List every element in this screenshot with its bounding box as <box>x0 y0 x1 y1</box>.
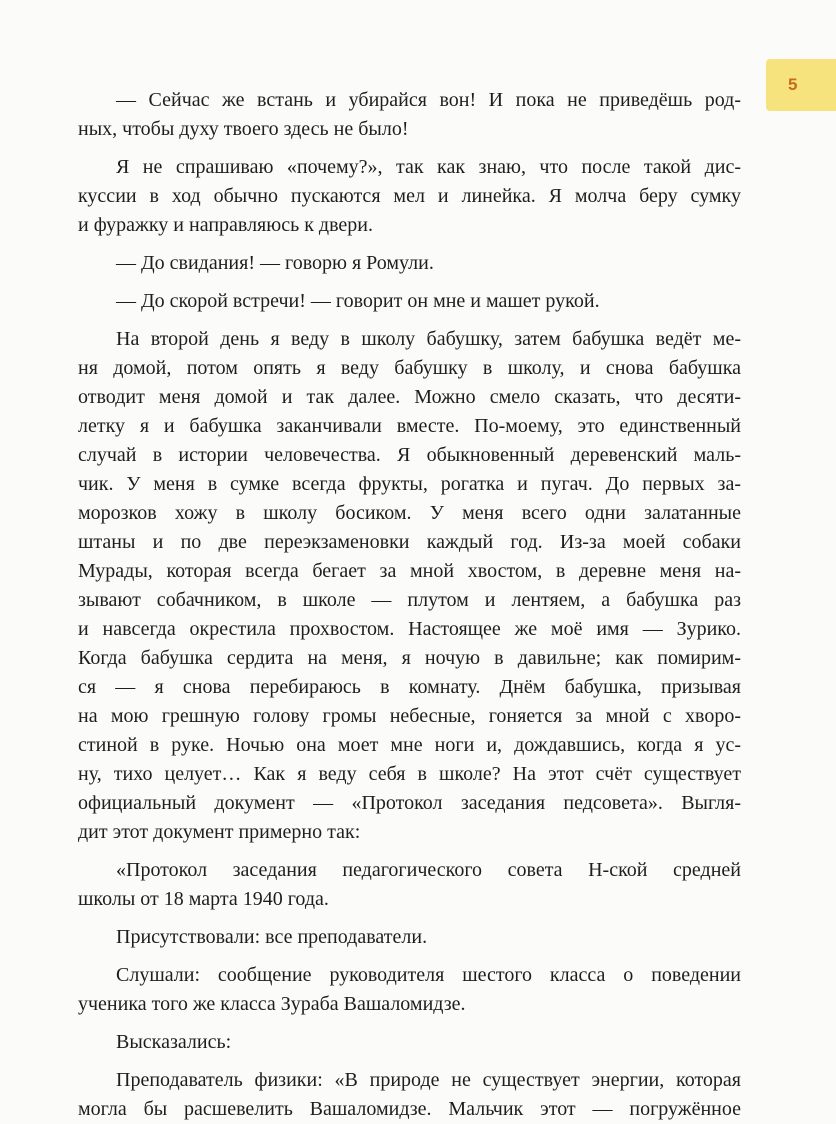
text-line: — До свидания! — говорю я Ромули. <box>116 252 434 274</box>
text-line: Мурады, которая всегда бегает за мной хвостом, в деревне меня на- <box>78 560 741 582</box>
text-line: отводит меня домой и так далее. Можно смело сказать, что десяти- <box>78 386 741 408</box>
text-line: школы от 18 марта 1940 года. <box>78 888 329 910</box>
paragraph-gap <box>78 278 741 287</box>
text-line: летку я и бабушка заканчивали вместе. По-моему, это единственный <box>78 415 741 437</box>
text-line: Присутствовали: все преподаватели. <box>116 926 428 948</box>
text-line: ся — я снова перебираюсь в комнату. Днём бабушка, призывая <box>78 676 741 698</box>
text-line: ученика того же класса Зураба Вашаломидзе. <box>78 993 466 1015</box>
text-line: зывают собачником, в школе — плутом и лентяем, а бабушка раз <box>78 589 741 611</box>
text-line: могла бы расшевелить Вашаломидзе. Мальчик этот — погружённое <box>78 1098 741 1120</box>
paragraph-gap <box>78 1057 741 1066</box>
text-line: Я не спрашиваю «почему?», так как знаю, что после такой дис- <box>116 156 741 178</box>
text-line: дит этот документ примерно так: <box>78 821 361 843</box>
text-line: ных, чтобы духу твоего здесь не было! <box>78 118 409 140</box>
text-line: куссии в ход обычно пускаются мел и линейка. Я молча беру сумку <box>78 185 741 207</box>
text-line: и фуражку и направляюсь к двери. <box>78 214 373 236</box>
paragraph-gap <box>78 1019 741 1028</box>
page-number: 5 <box>788 75 798 94</box>
text-line: Слушали: сообщение руководителя шестого класса о поведении <box>116 964 741 986</box>
text-line: и навсегда окрестила прохвостом. Настоящее же моё имя — Зурико. <box>78 618 741 640</box>
page-number-tab <box>766 59 836 111</box>
paragraph-gap <box>78 914 741 923</box>
text-line: ну, тихо целует… Как я веду себя в школе? На этот счёт существует <box>78 763 741 785</box>
text-line: на мою грешную голову громы небесные, гоняется за мной с хворо- <box>78 705 741 727</box>
paragraph-gap <box>78 144 741 153</box>
text-line: Когда бабушка сердита на меня, я ночую в давильне; как помирим- <box>78 647 741 669</box>
text-line: Высказались: <box>116 1031 232 1053</box>
text-line: случай в истории человечества. Я обыкновенный деревенский маль- <box>78 444 741 466</box>
paragraph-gap <box>78 240 741 249</box>
body-text <box>78 86 741 1124</box>
text-line: штаны и по две переэкзаменовки каждый год. Из-за моей собаки <box>78 531 741 553</box>
text-line: стиной в руке. Ночью она моет мне ноги и, дождавшись, когда я ус- <box>78 734 741 756</box>
text-line: «Протокол заседания педагогического совета Н-ской средней <box>116 859 741 881</box>
text-line: На второй день я веду в школу бабушку, затем бабушка ведёт ме- <box>116 328 741 350</box>
text-line: — До скорой встречи! — говорит он мне и машет рукой. <box>116 290 600 312</box>
text-line: морозков хожу в школу босиком. У меня всего одни залатанные <box>78 502 741 524</box>
paragraph-gap <box>78 316 741 325</box>
text-line: Преподаватель физики: «В природе не существует энергии, которая <box>116 1069 741 1091</box>
paragraph-gap <box>78 847 741 856</box>
text-line: — Сейчас же встань и убирайся вон! И пока не приведёшь род- <box>116 89 741 111</box>
text-line: официальный документ — «Протокол заседания педсовета». Выгля- <box>78 792 741 814</box>
paragraph-gap <box>78 952 741 961</box>
text-line: ня домой, потом опять я веду бабушку в школу, и снова бабушка <box>78 357 741 379</box>
text-line: чик. У меня в сумке всегда фрукты, рогатка и пугач. До первых за- <box>78 473 741 495</box>
